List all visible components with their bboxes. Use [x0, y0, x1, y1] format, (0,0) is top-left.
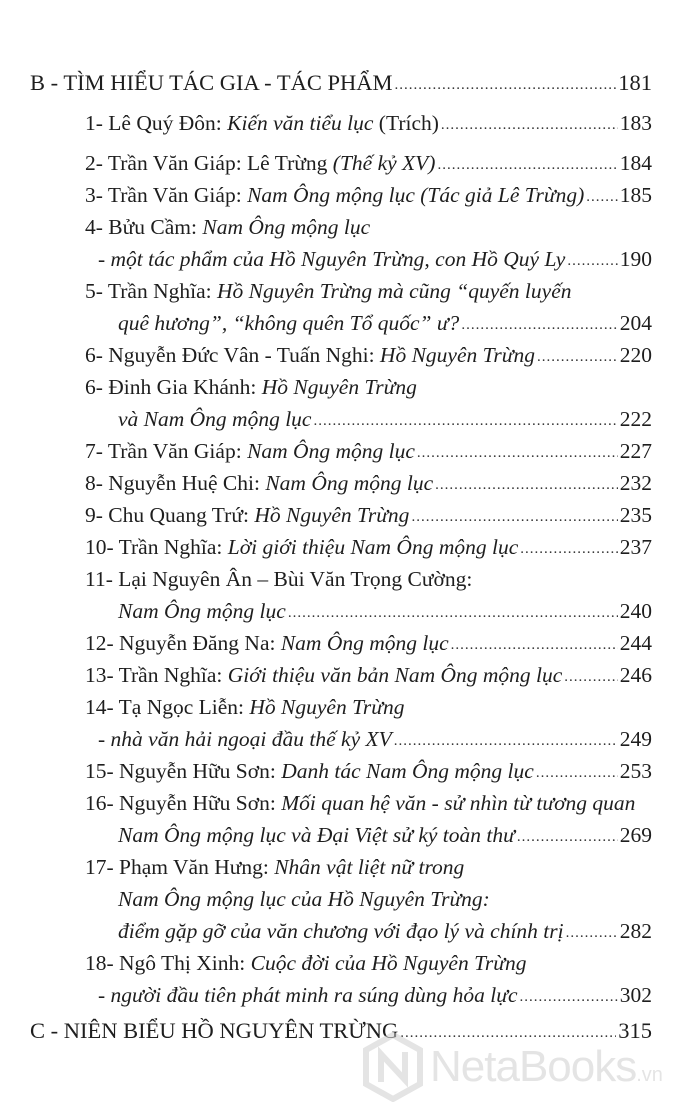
toc-title-text: 4- Bửu Cầm: [85, 215, 203, 239]
page-number: 184 [619, 151, 652, 175]
dot-leader [461, 310, 617, 340]
toc-title-text: 11- Lại Nguyên Ân – Bùi Văn Trọng Cường: [85, 567, 473, 591]
toc-title-italic: Nam Ông mộng lục [265, 471, 434, 495]
dot-leader [564, 662, 617, 692]
toc-title-text: 16- Nguyễn Hữu Sơn: [85, 791, 282, 815]
toc-entry-line [85, 180, 652, 213]
toc-title-italic: Hồ Nguyên Trừng mà cũng “quyến luyến [217, 279, 572, 303]
dot-leader [567, 246, 617, 276]
toc-title-italic: (Thế kỷ XV) [332, 151, 436, 175]
dot-leader [451, 630, 618, 660]
toc-title-italic: Nam Ông mộng lục [280, 631, 449, 655]
toc-entry-title [85, 628, 449, 658]
toc-entry-title [85, 108, 439, 138]
toc-entry-line [118, 308, 652, 341]
toc-title-text: 12- Nguyễn Đăng Na: [85, 631, 281, 655]
toc-title-text: 14- Tạ Ngọc Liễn: [85, 695, 250, 719]
toc-entry-title [85, 532, 518, 562]
page-number: 315 [618, 1018, 652, 1043]
toc-title-text: 1- Lê Quý Đôn: [85, 111, 228, 135]
toc-entry-line [85, 692, 404, 722]
toc-entry-line [98, 724, 652, 757]
toc-section-heading [30, 68, 652, 101]
toc-entry-line [85, 468, 652, 501]
toc-entry-line [118, 404, 652, 437]
dot-leader [520, 982, 618, 1012]
toc-entry-line [85, 436, 652, 469]
toc-entry-line [85, 628, 652, 661]
toc-title-italic: Hồ Nguyên Trừng [249, 695, 405, 719]
page-number: 244 [619, 631, 652, 655]
page-number: 302 [619, 983, 652, 1007]
dot-leader [566, 918, 618, 948]
toc-entry-line [98, 980, 652, 1013]
dot-leader [517, 822, 618, 852]
watermark-text: NetaBooks.vn [430, 1042, 663, 1091]
toc-entry-title [85, 756, 534, 786]
toc-title-italic: Mối quan hệ văn - sử nhìn từ tương quan [281, 791, 636, 815]
toc-entry-line [85, 500, 652, 533]
toc-title-text: 5- Trần Nghĩa: [85, 279, 217, 303]
toc-title-text: B - TÌM HIỂU TÁC GIA - TÁC PHẨM [30, 70, 393, 95]
toc-entry-line [85, 532, 652, 565]
toc-entry-line [85, 212, 370, 242]
dot-leader [435, 470, 618, 500]
toc-entry-title [85, 148, 435, 178]
toc-title-text: 8- Nguyễn Huệ Chi: [85, 471, 266, 495]
toc-entry-title [98, 724, 392, 754]
toc-entry-title [85, 788, 635, 818]
netabooks-logo-icon [362, 1032, 424, 1102]
page-number: 185 [619, 183, 652, 207]
page-number: 181 [618, 70, 652, 95]
toc-title-text: 6- Đinh Gia Khánh: [85, 375, 262, 399]
toc-title-italic: Nam Ông mộng lục [247, 439, 415, 463]
page-number: 222 [619, 407, 652, 431]
toc-title-italic: Nam Ông mộng lục của Hồ Nguyên Trừng: [118, 887, 490, 911]
toc-entry-line [85, 276, 572, 306]
toc-entry-title [30, 68, 393, 98]
dot-leader [520, 534, 617, 564]
dot-leader [441, 110, 618, 140]
page-number: 220 [619, 343, 652, 367]
page-number: 190 [619, 247, 652, 271]
toc-title-text: 9- Chu Quang Trứ: [85, 503, 255, 527]
page-number: 240 [619, 599, 652, 623]
toc-title-text: 18- Ngô Thị Xinh: [85, 951, 251, 975]
toc-entry-title [85, 372, 417, 402]
netabooks-watermark [362, 1027, 692, 1107]
toc-entry-line [85, 564, 472, 594]
toc-entry-title [85, 692, 404, 722]
toc-entry-line [118, 916, 652, 949]
toc-entry-line [85, 148, 652, 181]
toc-title-italic: và Nam Ông mộng lục [118, 407, 312, 431]
toc-entry-title [98, 244, 565, 274]
toc-title-italic: Hồ Nguyên Trừng [254, 503, 410, 527]
toc-title-italic: - người đầu tiên phát minh ra súng dùng hỏa lực [98, 983, 518, 1007]
toc-entry-title [118, 404, 311, 434]
dot-leader [586, 182, 617, 212]
page-number: 235 [619, 503, 652, 527]
toc-title-italic: - một tác phẩm của Hồ Nguyên Trừng, con Hồ Quý Ly [98, 247, 566, 271]
toc-entry-line [98, 244, 652, 277]
page-number: 282 [619, 919, 652, 943]
toc-title-text: 10- Trần Nghĩa: [85, 535, 228, 559]
toc-entry-line [118, 820, 652, 853]
toc-entry-title [118, 596, 286, 626]
toc-title-italic: Lời giới thiệu Nam Ông mộng lục [227, 535, 519, 559]
toc-entry-title [85, 852, 464, 882]
toc-title-italic: Danh tác Nam Ông mộng lục [281, 759, 534, 783]
page-number: 269 [619, 823, 652, 847]
toc-title-italic: Cuộc đời của Hồ Nguyên Trừng [250, 951, 527, 975]
toc-title-italic: Nam Ông mộng lục [118, 599, 286, 623]
toc-entry-title [85, 276, 572, 306]
toc-title-text: 13- Trần Nghĩa: [85, 663, 228, 687]
dot-leader [395, 70, 617, 100]
toc-entry-title [85, 436, 415, 466]
dot-leader [536, 758, 618, 788]
toc-title-italic: Giới thiệu văn bản Nam Ông mộng lục [227, 663, 563, 687]
toc-entry-line [85, 660, 652, 693]
toc-entry-title [85, 500, 409, 530]
toc-entry-line [85, 948, 526, 978]
toc-entry-title [118, 820, 515, 850]
dot-leader [437, 150, 617, 180]
toc-title-text: 2- Trần Văn Giáp: Lê Trừng [85, 151, 333, 175]
page-number: 237 [619, 535, 652, 559]
toc-title-italic: Hồ Nguyên Trừng [379, 343, 535, 367]
toc-title-italic: quê hương”, “không quên Tổ quốc” ư? [118, 311, 460, 335]
dot-leader [313, 406, 617, 436]
toc-entry-line [85, 108, 652, 141]
toc-entry-title [85, 948, 526, 978]
toc-title-italic: Nhân vật liệt nữ trong [274, 855, 465, 879]
toc-title-italic: Nam Ông mộng lục và Đại Việt sử ký toàn thư [118, 823, 515, 847]
toc-entry-title [85, 564, 472, 594]
toc-entry-title [85, 660, 562, 690]
dot-leader [537, 342, 618, 372]
toc-title-italic: Kiến văn tiểu lục [227, 111, 374, 135]
toc-title-italic: điểm gặp gỡ của văn chương với đạo lý và chính trị [118, 919, 564, 943]
toc-title-text: C - NIÊN BIỂU HỒ NGUYÊN TRỪNG [30, 1018, 399, 1043]
toc-entry-title [118, 916, 564, 946]
toc-entry-line [85, 340, 652, 373]
toc-entry-title [118, 884, 490, 914]
toc-entry-title [30, 1016, 398, 1046]
toc-title-text: 6- Nguyễn Đức Vân - Tuấn Nghi: [85, 343, 380, 367]
toc-title-italic: Nam Ông mộng lục [202, 215, 371, 239]
toc-title-italic: Nam Ông mộng lục (Tác giả Lê Trừng) [247, 183, 585, 207]
page-number: 253 [619, 759, 652, 783]
toc-title-italic: Hồ Nguyên Trừng [261, 375, 417, 399]
toc-title-text: 17- Phạm Văn Hưng: [85, 855, 275, 879]
toc-title-text: 15- Nguyễn Hữu Sơn: [85, 759, 282, 783]
toc-entry-line [85, 852, 464, 882]
page-number: 204 [619, 311, 652, 335]
page-number: 246 [619, 663, 652, 687]
toc-entry-line [118, 596, 652, 629]
page-number: 227 [619, 439, 652, 463]
toc-entry-title [98, 980, 518, 1010]
dot-leader [394, 726, 618, 756]
toc-entry-title [85, 212, 370, 242]
toc-entry-line [85, 788, 635, 818]
dot-leader [411, 502, 617, 532]
dot-leader [417, 438, 618, 468]
dot-leader [288, 598, 618, 628]
toc-title-text: 3- Trần Văn Giáp: [85, 183, 248, 207]
toc-title-text: (Trích) [373, 111, 439, 135]
toc-title-italic: - nhà văn hải ngoại đầu thế kỷ XV [98, 727, 392, 751]
toc-entry-title [85, 180, 584, 210]
toc-entry-line [85, 756, 652, 789]
page-number: 232 [619, 471, 652, 495]
page-number: 249 [619, 727, 652, 751]
toc-entry-title [85, 340, 535, 370]
toc-entry-line [85, 372, 417, 402]
toc-entry-title [118, 308, 459, 338]
toc-entry-title [85, 468, 433, 498]
toc-title-text: 7- Trần Văn Giáp: [85, 439, 248, 463]
page-number: 183 [619, 111, 652, 135]
toc-entry-line [118, 884, 490, 914]
